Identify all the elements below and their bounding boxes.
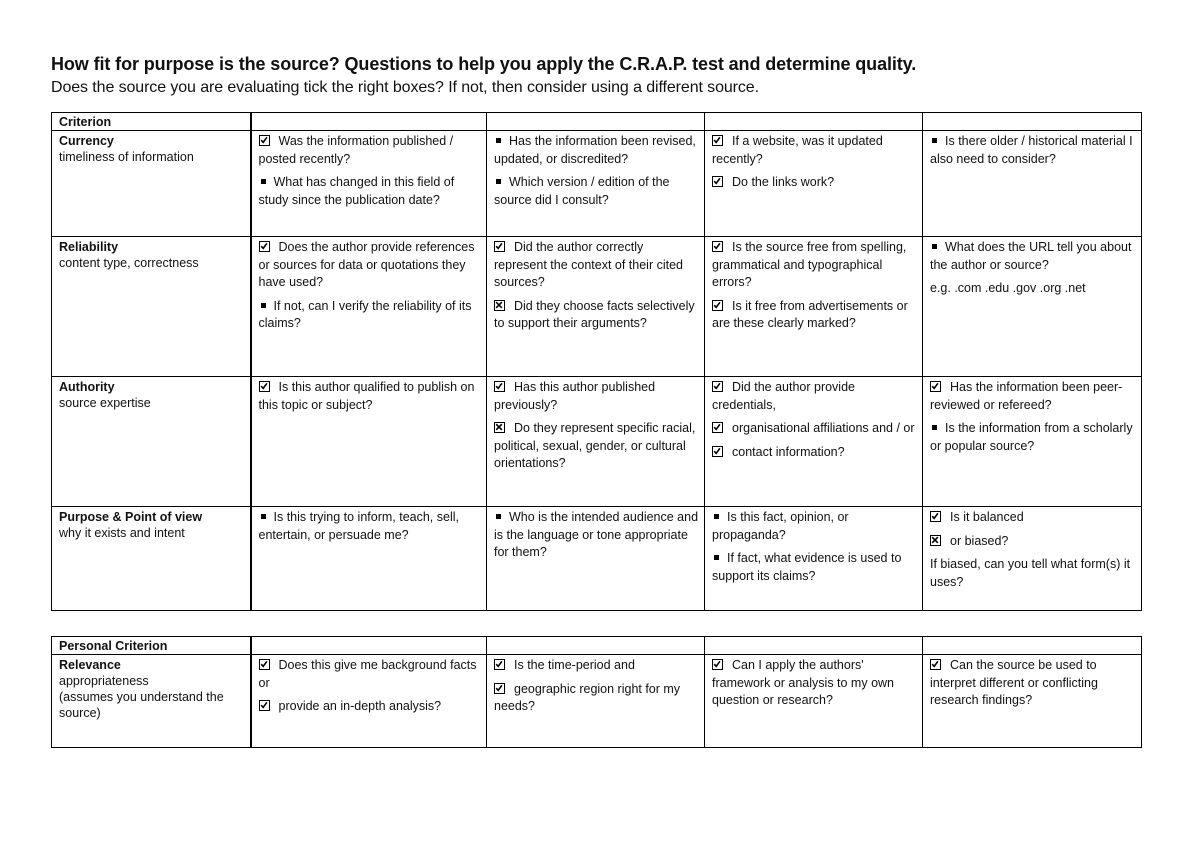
question-text: If a website, was it updated recently? — [712, 134, 883, 166]
checked-box-icon — [712, 659, 723, 670]
question-item — [494, 239, 699, 292]
criterion-name: Authority — [59, 380, 115, 394]
question-item — [712, 657, 917, 710]
crap-test-table — [51, 112, 1142, 611]
question-text: Has the information been peer-reviewed or refereed? — [930, 380, 1123, 412]
question-cell — [705, 131, 923, 237]
question-text: Is there older / historical material I also need to consider? — [930, 134, 1133, 166]
question-cell — [487, 655, 705, 748]
bullet-icon — [496, 514, 501, 519]
question-text: Do they represent specific racial, political, sexual, gender, or cultural orientations? — [494, 421, 696, 470]
criterion-name: Relevance — [59, 658, 121, 672]
question-item — [712, 509, 917, 544]
checked-box-icon — [259, 700, 270, 711]
question-text: Who is the intended audience and is the language or tone appropriate for them? — [494, 510, 699, 559]
header-blank-cell — [251, 637, 487, 655]
question-item — [259, 379, 482, 414]
checked-box-icon — [930, 511, 941, 522]
question-text: What does the URL tell you about the author or source? — [930, 240, 1132, 272]
question-cell — [251, 131, 487, 237]
question-item — [930, 556, 1136, 591]
question-item — [712, 420, 917, 438]
bullet-icon — [496, 138, 501, 143]
checked-box-icon — [494, 683, 505, 694]
header-blank-cell — [923, 637, 1142, 655]
criterion-name: Reliability — [59, 240, 119, 254]
bullet-icon — [261, 303, 266, 308]
question-cell — [705, 507, 923, 611]
bullet-icon — [261, 514, 266, 519]
bullet-icon — [714, 514, 719, 519]
question-cell — [487, 131, 705, 237]
question-cell — [487, 237, 705, 377]
question-item — [712, 379, 917, 414]
question-item — [259, 133, 482, 168]
criterion-cell — [52, 507, 251, 611]
question-cell — [487, 377, 705, 507]
checked-box-icon — [930, 381, 941, 392]
checked-box-icon — [494, 381, 505, 392]
question-cell — [251, 237, 487, 377]
criterion-description: source expertise — [59, 396, 151, 410]
checked-box-icon — [259, 241, 270, 252]
checked-box-icon — [712, 422, 723, 433]
criterion-note: (assumes you understand the source) — [59, 690, 224, 720]
criterion-cell — [52, 131, 251, 237]
question-cell — [923, 507, 1142, 611]
table-row-relevance — [52, 655, 1142, 748]
question-item — [712, 174, 917, 192]
question-item — [494, 420, 699, 473]
question-text: If biased, can you tell what form(s) it uses? — [930, 557, 1131, 589]
question-text: Has the information been revised, updated, or discredited? — [494, 134, 696, 166]
question-text: Did they choose facts selectively to support their arguments? — [494, 298, 695, 330]
header-blank-cell — [705, 637, 923, 655]
question-text: or biased? — [950, 533, 1009, 548]
question-item — [930, 657, 1136, 710]
question-cell — [923, 237, 1142, 377]
question-item — [930, 280, 1136, 298]
question-item — [259, 509, 482, 544]
crossed-box-icon — [930, 535, 941, 546]
page-title: How fit for purpose is the source? Questions to help you apply the C.R.A.P. test and determine quality. — [51, 54, 917, 74]
personal-criterion-table — [51, 636, 1142, 748]
question-item — [494, 298, 699, 333]
criterion-description: why it exists and intent — [59, 526, 185, 540]
question-text: Has this author published previously? — [494, 380, 656, 412]
question-text: Can I apply the authors' framework or analysis to my own question or research? — [712, 658, 895, 707]
question-text: e.g. .com .edu .gov .org .net — [930, 281, 1086, 295]
checked-box-icon — [712, 176, 723, 187]
question-item — [712, 133, 917, 168]
question-item — [494, 133, 699, 168]
checked-box-icon — [259, 659, 270, 670]
question-cell — [251, 507, 487, 611]
criterion-header: Criterion — [52, 113, 251, 131]
question-item — [930, 420, 1136, 455]
question-text: Can the source be used to interpret different or conflicting research findings? — [930, 658, 1098, 707]
checked-box-icon — [712, 135, 723, 146]
crossed-box-icon — [494, 422, 505, 433]
personal-criterion-header: Personal Criterion — [52, 637, 251, 655]
criterion-description: content type, correctness — [59, 256, 199, 270]
checked-box-icon — [494, 241, 505, 252]
checked-box-icon — [712, 381, 723, 392]
question-item — [259, 657, 482, 692]
question-item — [259, 174, 482, 209]
criterion-description: timeliness of information — [59, 150, 194, 164]
bullet-icon — [932, 425, 937, 430]
criterion-description: appropriateness — [59, 674, 149, 688]
question-item — [930, 509, 1136, 527]
bullet-icon — [932, 138, 937, 143]
checked-box-icon — [712, 446, 723, 457]
question-text: Is this fact, opinion, or propaganda? — [712, 510, 849, 542]
checked-box-icon — [259, 381, 270, 392]
question-text: Does this give me background facts or — [258, 658, 477, 690]
question-cell — [251, 655, 487, 748]
checked-box-icon — [712, 241, 723, 252]
question-cell — [251, 377, 487, 507]
bullet-icon — [714, 555, 719, 560]
question-item — [259, 698, 482, 716]
question-item — [494, 681, 699, 716]
question-item — [494, 657, 699, 675]
question-cell — [705, 237, 923, 377]
question-text: Is the time-period and — [514, 658, 635, 672]
question-cell — [923, 131, 1142, 237]
crossed-box-icon — [494, 300, 505, 311]
question-cell — [923, 655, 1142, 748]
question-item — [930, 379, 1136, 414]
question-cell — [705, 377, 923, 507]
question-text: Do the links work? — [732, 175, 835, 189]
question-text: Which version / edition of the source did I consult? — [494, 175, 670, 207]
criterion-cell — [52, 237, 251, 377]
header-blank-cell — [705, 113, 923, 131]
question-text: If fact, what evidence is used to support its claims? — [712, 551, 902, 583]
header-blank-cell — [923, 113, 1142, 131]
question-text: Is the information from a scholarly or popular source? — [930, 421, 1133, 453]
question-item — [494, 379, 699, 414]
question-item — [930, 239, 1136, 274]
table-row-purpose — [52, 507, 1142, 611]
question-text: Was the information published / posted recently? — [258, 134, 454, 166]
question-text: contact information? — [732, 444, 845, 459]
question-item — [494, 174, 699, 209]
question-item — [494, 509, 699, 562]
question-text: Is this trying to inform, teach, sell, entertain, or persuade me? — [258, 510, 459, 542]
question-text: provide an in-depth analysis? — [278, 699, 442, 713]
question-item — [712, 239, 917, 292]
header-blank-cell — [487, 637, 705, 655]
question-text: Is it balanced — [950, 510, 1024, 524]
bullet-icon — [496, 179, 501, 184]
table-header-row — [52, 637, 1142, 655]
question-text: What has changed in this field of study since the publication date? — [258, 175, 455, 207]
table-row-authority — [52, 377, 1142, 507]
question-text: geographic region right for my needs? — [494, 681, 681, 713]
table-header-row — [52, 113, 1142, 131]
criterion-cell — [52, 377, 251, 507]
question-item — [259, 239, 482, 292]
question-item — [712, 298, 917, 333]
question-item — [259, 298, 482, 333]
question-text: Does the author provide references or sources for data or quotations they have used? — [258, 240, 475, 289]
question-text: If not, can I verify the reliability of its claims? — [258, 298, 472, 330]
question-text: Is the source free from spelling, grammatical and typographical errors? — [712, 240, 907, 289]
question-item — [712, 444, 917, 462]
bullet-icon — [261, 179, 266, 184]
question-text: Did the author provide credentials, — [712, 380, 855, 412]
question-item — [930, 533, 1136, 551]
question-text: Is this author qualified to publish on this topic or subject? — [258, 380, 475, 412]
criterion-name: Purpose & Point of view — [59, 510, 203, 524]
criterion-cell — [52, 655, 251, 748]
question-cell — [487, 507, 705, 611]
question-text: Is it free from advertisements or are these clearly marked? — [712, 298, 908, 330]
criterion-name: Currency — [59, 134, 114, 148]
checked-box-icon — [259, 135, 270, 146]
question-item — [930, 133, 1136, 168]
header-blank-cell — [487, 113, 705, 131]
checked-box-icon — [712, 300, 723, 311]
header-blank-cell — [251, 113, 487, 131]
checked-box-icon — [494, 659, 505, 670]
question-cell — [705, 655, 923, 748]
question-cell — [923, 377, 1142, 507]
question-text: organisational affiliations and / or — [732, 421, 915, 435]
table-row-reliability — [52, 237, 1142, 377]
question-item — [712, 550, 917, 585]
table-row-currency — [52, 131, 1142, 237]
page-subtitle: Does the source you are evaluating tick the right boxes? If not, then consider using a different source. — [51, 79, 759, 96]
bullet-icon — [932, 244, 937, 249]
checked-box-icon — [930, 659, 941, 670]
question-text: Did the author correctly represent the context of their cited sources? — [494, 240, 683, 289]
